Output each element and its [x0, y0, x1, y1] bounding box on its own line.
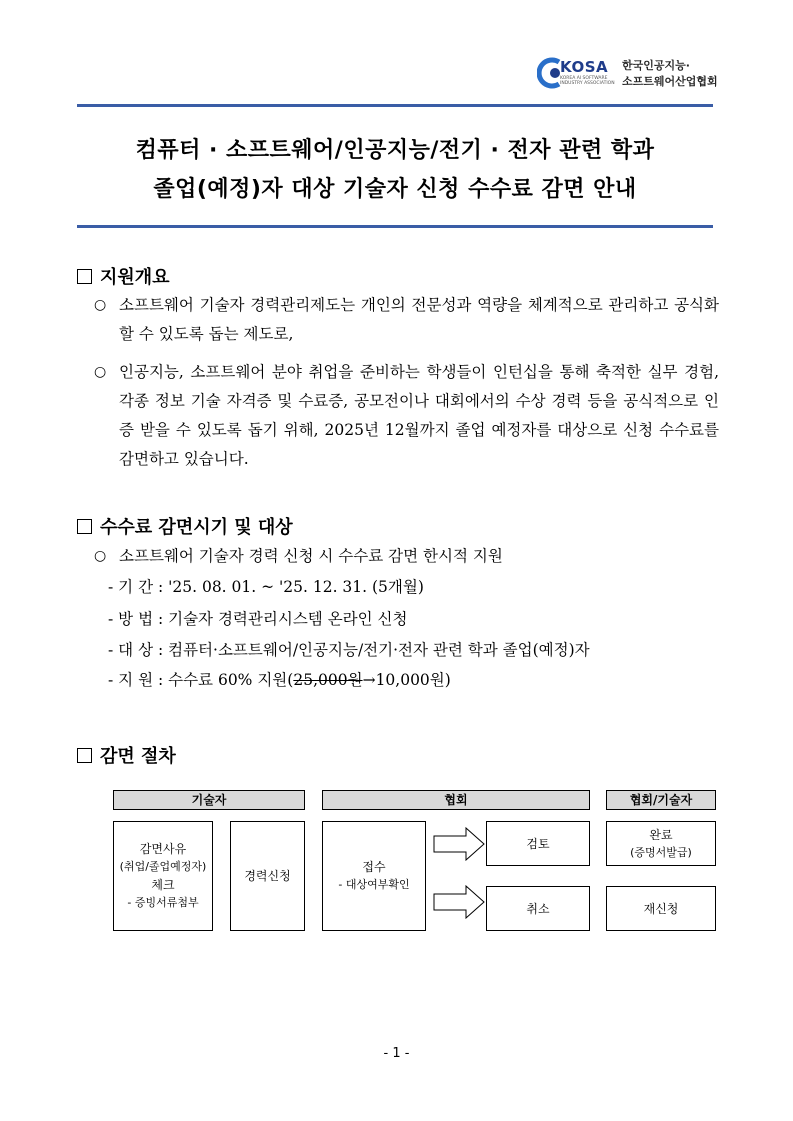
checkbox-icon: [77, 269, 92, 284]
circle-bullet-icon: ○: [94, 364, 107, 380]
section-title: 수수료 감면시기 및 대상: [100, 517, 293, 538]
support-prefix: - 지 원 : 수수료 60% 지원(: [108, 671, 294, 689]
apply-label: 경력신청: [244, 869, 291, 883]
complete-line2: (증명서발급): [630, 845, 692, 859]
overview-item-2: [94, 358, 719, 474]
top-rule: [77, 104, 713, 107]
box-complete: [606, 821, 716, 866]
arrow-right-icon: [433, 885, 485, 919]
receive-line2: - 대상여부확인: [338, 878, 410, 891]
receive-line1: 접수: [362, 860, 386, 874]
overview-text-1: 소프트웨어 기술자 경력관리제도는 개인의 전문성과 역량을 체계적으로 관리하고 공식화할 수 있도록 돕는 제도로,: [119, 296, 719, 343]
overview-text-2: 인공지능, 소프트웨어 분야 취업을 준비하는 학생들이 인턴십을 통해 축적한 실무 경험, 각종 정보 기술 자격증 및 수료증, 공모전이나 대회에서의 수상 경력 등을 공식적으로 인증 받을 수 있도록 돕기 위해, 2025년 12월까지 졸업 예정자를 대상으로 신청 수수료를 감면하고 있습니다.: [119, 363, 719, 468]
section-heading-procedure: [77, 742, 176, 768]
section-title: 감면 절차: [100, 746, 176, 767]
method-line: - 방 법 : 기술자 경력관리시스템 온라인 신청: [108, 610, 408, 628]
box-receive: [322, 821, 426, 931]
review-label: 검토: [526, 836, 550, 851]
overview-item-1: [94, 291, 719, 349]
box-cancel: [486, 886, 590, 931]
section-title: 지원개요: [100, 267, 170, 288]
cancel-label: 취소: [526, 901, 550, 916]
arrow-icon: →: [362, 671, 376, 689]
reason-line2: (취업/졸업예정자): [119, 860, 207, 873]
circle-bullet-icon: ○: [94, 297, 107, 313]
arrow-right-icon: [433, 827, 485, 861]
title-line2: 졸업(예정)자 대상 기술자 신청 수수료 감면 안내: [153, 177, 637, 202]
header-engineer: 기술자: [113, 790, 305, 810]
circle-bullet-icon: ○: [94, 548, 107, 564]
logo-brand: KOSA: [560, 58, 609, 76]
title-bottom-rule: [77, 225, 713, 228]
title-line1: 컴퓨터 · 소프트웨어/인공지능/전기 · 전자 관련 학과: [135, 138, 655, 163]
support-old-fee: 25,000원: [293, 671, 363, 689]
page-number: - 1 -: [383, 1046, 410, 1061]
complete-line1: 완료: [649, 827, 673, 842]
box-reason-check: [113, 821, 213, 931]
checkbox-icon: [77, 748, 92, 763]
box-reapply: [606, 886, 716, 931]
header-both: 협회/기술자: [606, 790, 716, 810]
header-association: 협회: [322, 790, 590, 810]
support-new-fee: 10,000원): [375, 671, 451, 689]
logo-org-line2: 소프트웨어산업협회: [622, 75, 718, 88]
support-line: [108, 666, 451, 694]
logo-subtitle: KOREA AI SOFTWARE INDUSTRY ASSOCIATION: [560, 76, 615, 86]
section-heading-overview: [77, 263, 170, 289]
reapply-label: 재신청: [643, 901, 679, 916]
checkbox-icon: [77, 519, 92, 534]
box-review: [486, 821, 590, 866]
reason-line3: 체크: [151, 878, 175, 892]
reason-line4: - 증빙서류첨부: [127, 896, 199, 909]
target-line: - 대 상 : 컴퓨터·소프트웨어/인공지능/전기·전자 관련 학과 졸업(예정)자: [108, 641, 590, 659]
logo-org-line1: 한국인공지능·: [622, 59, 690, 72]
period-item: [94, 542, 719, 571]
reason-line1: 감면사유: [139, 842, 187, 856]
logo-org-name: [622, 58, 718, 90]
period-line: - 기 간 : '25. 08. 01. ~ '25. 12. 31. (5개월): [108, 578, 424, 596]
period-text: 소프트웨어 기술자 경력 신청 시 수수료 감면 한시적 지원: [119, 547, 503, 565]
box-career-apply: [230, 821, 305, 931]
section-heading-period: [77, 513, 293, 539]
